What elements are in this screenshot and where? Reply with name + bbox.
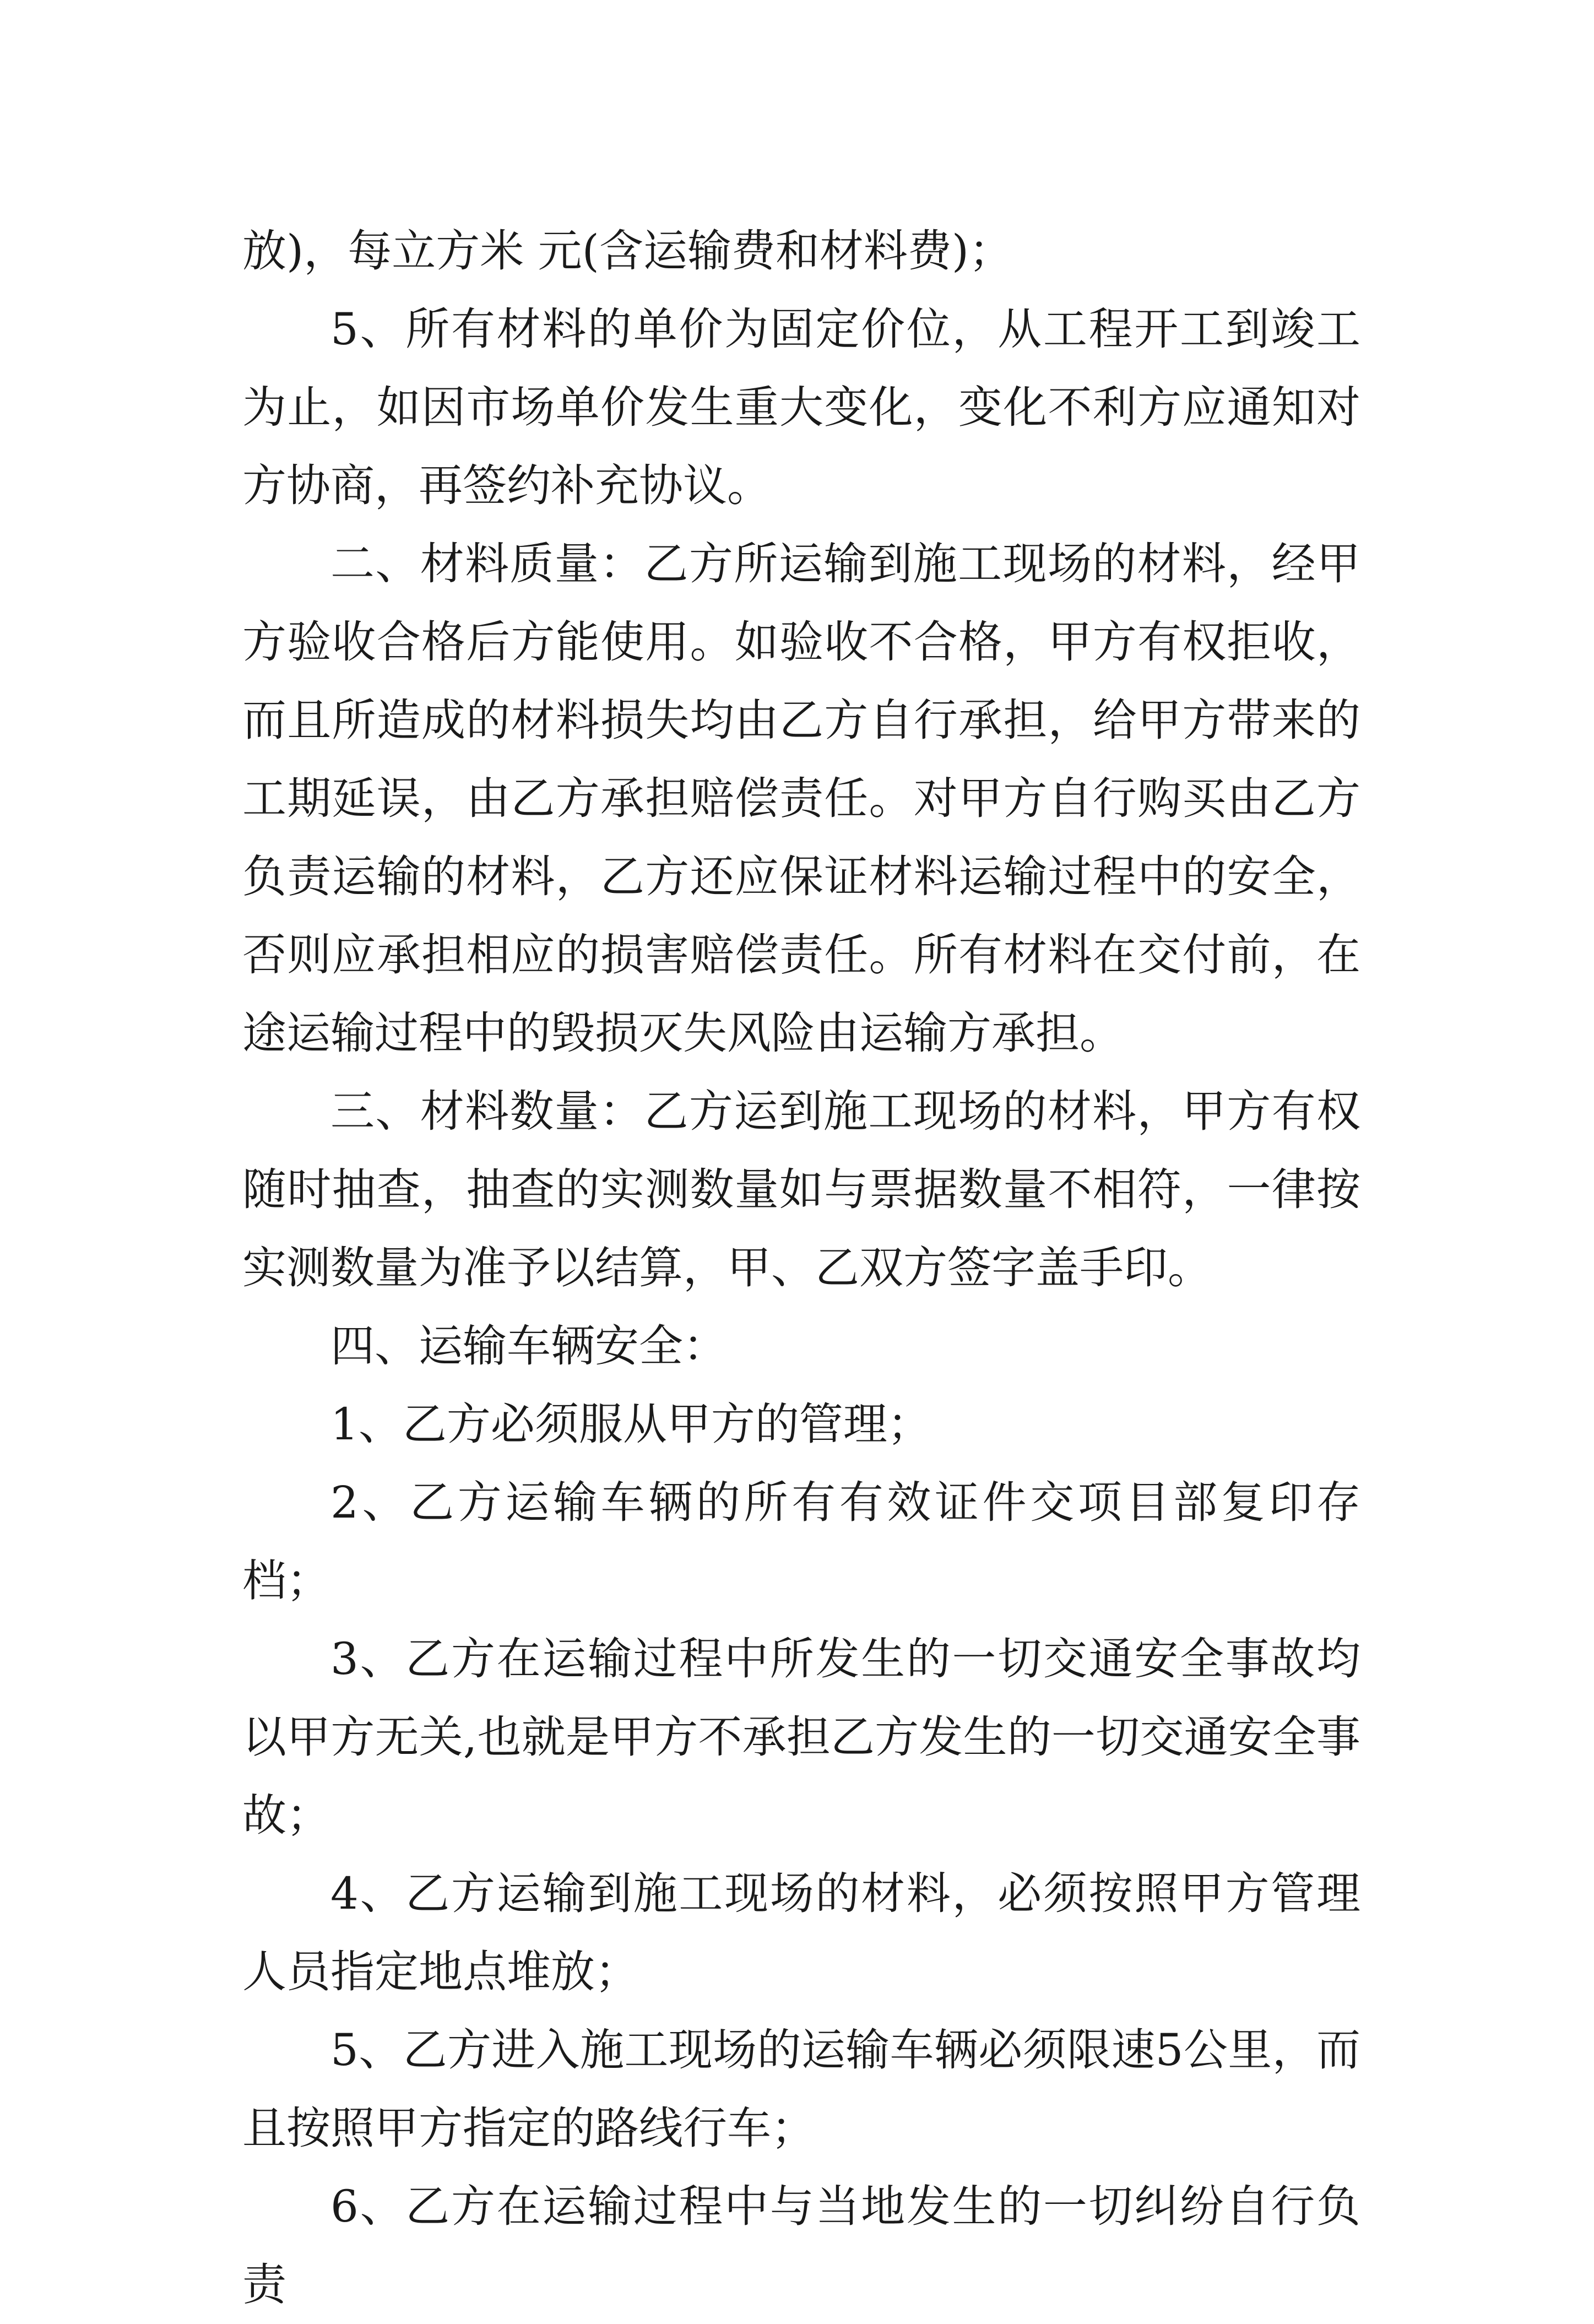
paragraph-section-2-material-quality: 二、材料质量：乙方所运输到施工现场的材料，经甲方验收合格后方能使用。如验收不合格，甲方有权拒收，而且所造成的材料损失均由乙方自行承担，给甲方带来的工期延误，由乙方承担赔偿责任。对甲方自行购买由乙方负责运输的材料，乙方还应保证材料运输过程中的安全，否则应承担相应的损害赔偿责任。所有材料在交付前，在途运输过程中的毁损灭失风险由运输方承担。	[242, 538, 1360, 1059]
paragraph-section-4-heading: 四、运输车辆安全：	[330, 1320, 727, 1372]
paragraph-continuation: 放)，每立方米 元(含运输费和材料费)；	[242, 225, 1013, 277]
paragraph-item-1: 1、乙方必须服从甲方的管理；	[330, 1399, 931, 1450]
paragraph-item-4: 4、乙方运输到施工现场的材料，必须按照甲方管理人员指定地点堆放；	[242, 1868, 1360, 1997]
paragraph-item-3: 3、乙方在运输过程中所发生的一切交通安全事故均以甲方无关,也就是甲方不承担乙方发生的一切交通安全事故；	[242, 1633, 1360, 1841]
paragraph-item-5-unit-price: 5、所有材料的单价为固定价位，从工程开工到竣工为止，如因市场单价发生重大变化，变化不利方应通知对方协商，再签约补充协议。	[242, 304, 1360, 511]
paragraph-item-5-speed-limit: 5、乙方进入施工现场的运输车辆必须限速5公里，而且按照甲方指定的路线行车；	[242, 2024, 1360, 2154]
paragraph-item-6: 6、乙方在运输过程中与当地发生的一切纠纷自行负责	[242, 2181, 1360, 2310]
document-body	[242, 212, 1360, 2324]
paragraph-item-2: 2、乙方运输车辆的所有有效证件交项目部复印存档；	[242, 1477, 1360, 1606]
paragraph-section-3-material-quantity: 三、材料数量：乙方运到施工现场的材料，甲方有权随时抽查，抽查的实测数量如与票据数量不相符，一律按实测数量为准予以结算，甲、乙双方签字盖手印。	[242, 1086, 1360, 1293]
